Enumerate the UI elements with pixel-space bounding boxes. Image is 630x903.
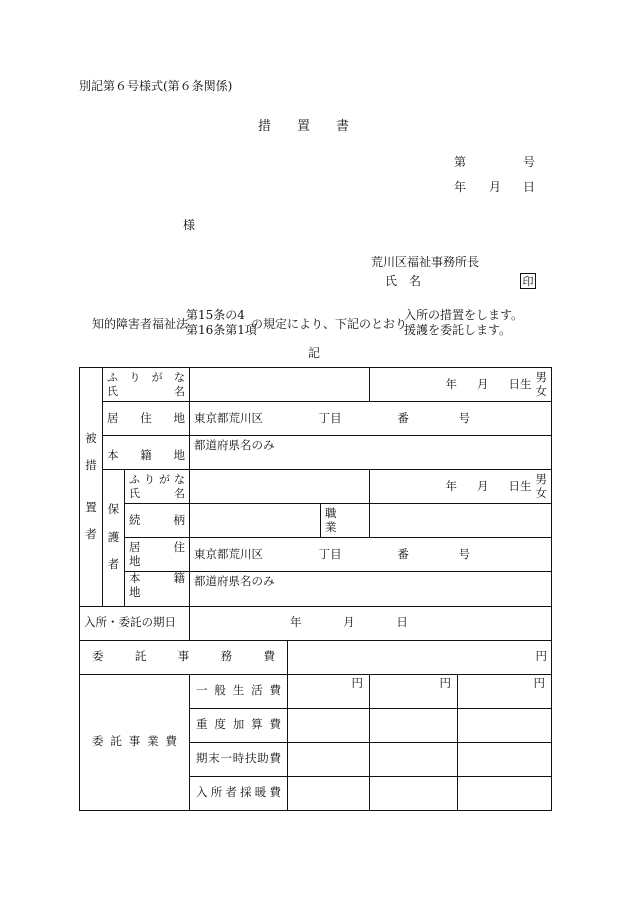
guardian-birth-field[interactable]: 年 月 日生 男 女 <box>370 470 552 504</box>
cost-cell[interactable]: 円 <box>288 674 370 708</box>
doc-number-prefix: 第 <box>454 155 467 169</box>
statement-law: 知的障害者福祉法 <box>92 317 189 331</box>
subject-group-label: 被 措 置 者 <box>80 368 103 607</box>
document-title: 措 置 書 <box>258 119 350 134</box>
cost-row-label: 入所者採暖費 <box>190 776 288 810</box>
seal-mark: 印 <box>520 273 536 289</box>
issuer-office: 荒川区福祉事務所長 <box>371 255 480 269</box>
cost-row-label: 一般生活費 <box>190 674 288 708</box>
date-month: 月 <box>489 180 502 194</box>
guardian-name-field[interactable] <box>190 470 370 504</box>
form-number: 別記第６号様式(第６条関係) <box>79 79 233 93</box>
addressee-suffix: 様 <box>183 218 196 232</box>
relation-label: 続 柄 <box>125 504 190 538</box>
occupation-field[interactable] <box>370 504 552 538</box>
measure-table <box>79 367 552 811</box>
guardian-address-label: 居 住 地 <box>125 538 190 572</box>
commission-business-label: 委託事業費 <box>80 674 190 810</box>
guardian-gender-female[interactable]: 女 <box>535 485 547 500</box>
guardian-gender-male[interactable]: 男 <box>535 472 547 487</box>
guardian-domicile-label: 本 籍 地 <box>125 572 190 607</box>
subject-birth-field[interactable]: 年 月 日生 男 女 <box>370 368 552 402</box>
domicile-label: 本 籍 地 <box>103 436 190 470</box>
cost-cell[interactable] <box>458 776 552 810</box>
cost-cell[interactable] <box>458 742 552 776</box>
statement-action-2: 援護を委託します。 <box>404 323 512 337</box>
commission-admin-label: 委託事務費 <box>80 640 288 674</box>
date-year: 年 <box>454 180 467 194</box>
subject-address-field[interactable]: 東京都荒川区 丁目 番 号 <box>190 402 552 436</box>
guardian-address-field[interactable]: 東京都荒川区 丁目 番 号 <box>190 538 552 572</box>
statement-action-1: 入所の措置をします。 <box>404 308 524 322</box>
doc-number-suffix: 号 <box>523 155 536 169</box>
cost-cell[interactable] <box>370 708 458 742</box>
gender-female[interactable]: 女 <box>535 383 547 398</box>
cost-cell[interactable] <box>288 776 370 810</box>
cost-cell[interactable] <box>458 708 552 742</box>
statement-article-2: 第16条第1項 <box>186 323 257 337</box>
cost-cell[interactable] <box>288 708 370 742</box>
admission-date-label: 入所・委託の期日 <box>80 606 190 640</box>
cost-row-label: 重度加算費 <box>190 708 288 742</box>
guardian-group-label: 保 護 者 <box>103 470 125 607</box>
gender-male[interactable]: 男 <box>535 370 547 385</box>
furigana-name-label: ふりがな 氏 名 <box>103 368 190 402</box>
cost-cell[interactable]: 円 <box>370 674 458 708</box>
cost-row-label: 期末一時扶助費 <box>190 742 288 776</box>
cost-cell[interactable]: 円 <box>458 674 552 708</box>
commission-admin-field[interactable]: 円 <box>288 640 552 674</box>
address-label: 居 住 地 <box>103 402 190 436</box>
issuer-name-label: 氏 名 <box>385 274 422 288</box>
occupation-label: 職 業 <box>321 504 370 538</box>
cost-cell[interactable] <box>370 776 458 810</box>
statement-middle: の規定により、下記のとおり <box>251 317 408 331</box>
date-day: 日 <box>523 180 536 194</box>
subject-domicile-field[interactable]: 都道府県名のみ <box>190 436 552 470</box>
ki-heading: 記 <box>308 346 321 360</box>
guardian-furigana-name-label: ふりがな 氏 名 <box>125 470 190 504</box>
statement-article-1: 第15条の4 <box>186 308 245 322</box>
admission-date-field[interactable]: 年 月 日 <box>190 606 552 640</box>
cost-cell[interactable] <box>288 742 370 776</box>
guardian-domicile-field[interactable]: 都道府県名のみ <box>190 572 552 607</box>
subject-name-field[interactable] <box>190 368 370 402</box>
relation-field[interactable] <box>190 504 321 538</box>
cost-cell[interactable] <box>370 742 458 776</box>
